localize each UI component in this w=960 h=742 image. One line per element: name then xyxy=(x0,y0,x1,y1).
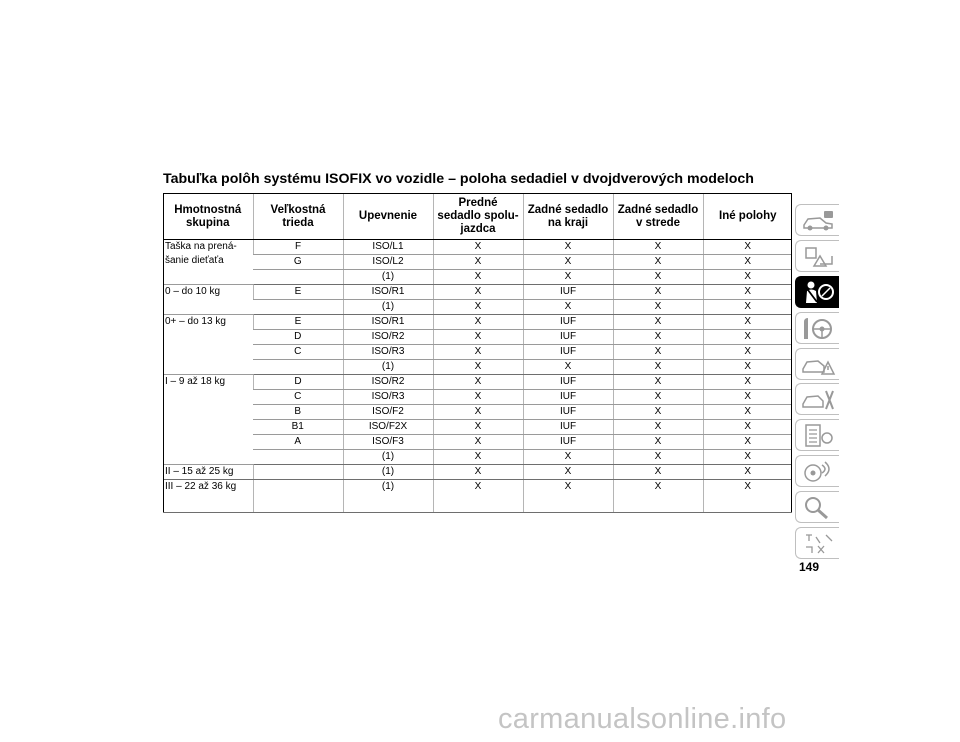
multimedia-icon xyxy=(800,459,836,484)
fixture-cell: ISO/R1 xyxy=(343,315,433,330)
chapter-sidebar xyxy=(795,204,841,563)
rear-outboard-cell: IUF xyxy=(523,420,613,435)
weight-group-cell: 0+ – do 13 kg xyxy=(163,315,253,375)
rear-center-cell: X xyxy=(613,330,703,345)
fixture-cell: (1) xyxy=(343,480,433,513)
front-passenger-cell: X xyxy=(433,315,523,330)
rear-outboard-cell: IUF xyxy=(523,435,613,450)
front-passenger-cell: X xyxy=(433,375,523,390)
size-class-cell xyxy=(253,270,343,285)
other-positions-cell: X xyxy=(703,345,792,360)
other-positions-cell: X xyxy=(703,300,792,315)
sidebar-tab-start[interactable] xyxy=(795,312,839,344)
front-passenger-cell: X xyxy=(433,330,523,345)
other-positions-cell: X xyxy=(703,330,792,345)
car-emergency-icon xyxy=(800,352,836,377)
table-row xyxy=(163,255,792,270)
size-class-cell: E xyxy=(253,315,343,330)
front-passenger-cell: X xyxy=(433,270,523,285)
header-other-positions: Iné polohy xyxy=(703,194,792,240)
table-row xyxy=(163,270,792,285)
car-service-tools-icon xyxy=(800,387,836,412)
table-row xyxy=(163,300,792,315)
other-positions-cell: X xyxy=(703,255,792,270)
rear-outboard-cell: IUF xyxy=(523,390,613,405)
rear-center-cell: X xyxy=(613,375,703,390)
specifications-list-icon xyxy=(800,423,836,448)
page-number: 149 xyxy=(799,560,820,574)
size-class-cell xyxy=(253,480,343,513)
rear-center-cell: X xyxy=(613,360,703,375)
size-class-cell: C xyxy=(253,345,343,360)
rear-center-cell: X xyxy=(613,255,703,270)
sidebar-tab-dashboard[interactable] xyxy=(795,240,839,272)
other-positions-cell: X xyxy=(703,435,792,450)
languages-icon xyxy=(800,531,836,556)
table-left-border xyxy=(163,193,164,512)
other-positions-cell: X xyxy=(703,285,792,300)
table-right-border xyxy=(791,193,792,512)
header-rear-outboard: Zadné sedadlo na kraji xyxy=(523,194,613,240)
rear-outboard-cell: X xyxy=(523,300,613,315)
header-size-class: Veľkostná trieda xyxy=(253,194,343,240)
fixture-cell: ISO/F2 xyxy=(343,405,433,420)
fixture-cell: (1) xyxy=(343,270,433,285)
size-class-cell xyxy=(253,300,343,315)
sidebar-tab-index[interactable] xyxy=(795,491,839,523)
front-passenger-cell: X xyxy=(433,405,523,420)
weight-group-cell: I – 9 až 18 kg xyxy=(163,375,253,465)
front-passenger-cell: X xyxy=(433,480,523,513)
sidebar-tab-specifications[interactable] xyxy=(795,419,839,451)
front-passenger-cell: X xyxy=(433,420,523,435)
rear-center-cell: X xyxy=(613,420,703,435)
other-positions-cell: X xyxy=(703,405,792,420)
sidebar-tab-car-info[interactable] xyxy=(795,204,839,236)
rear-center-cell: X xyxy=(613,435,703,450)
rear-outboard-cell: X xyxy=(523,480,613,513)
size-class-cell: B xyxy=(253,405,343,420)
steering-wheel-start-icon xyxy=(800,316,836,341)
other-positions-cell: X xyxy=(703,420,792,435)
front-passenger-cell: X xyxy=(433,300,523,315)
weight-group-cell: Taška na prená-šanie dieťaťa xyxy=(163,240,253,285)
rear-outboard-cell: X xyxy=(523,360,613,375)
size-class-cell: G xyxy=(253,255,343,270)
other-positions-cell: X xyxy=(703,465,792,480)
size-class-cell xyxy=(253,360,343,375)
rear-center-cell: X xyxy=(613,480,703,513)
table-row xyxy=(163,345,792,360)
fixture-cell: ISO/R3 xyxy=(343,345,433,360)
fixture-cell: ISO/F2X xyxy=(343,420,433,435)
fixture-cell: ISO/L2 xyxy=(343,255,433,270)
table-row xyxy=(163,285,792,300)
table-row xyxy=(163,330,792,345)
rear-center-cell: X xyxy=(613,270,703,285)
rear-center-cell: X xyxy=(613,300,703,315)
sidebar-tab-emergency[interactable] xyxy=(795,348,839,380)
table-row xyxy=(163,240,792,255)
table-row xyxy=(163,375,792,390)
rear-center-cell: X xyxy=(613,405,703,420)
rear-center-cell: X xyxy=(613,465,703,480)
rear-center-cell: X xyxy=(613,240,703,255)
front-passenger-cell: X xyxy=(433,450,523,465)
other-positions-cell: X xyxy=(703,450,792,465)
rear-outboard-cell: IUF xyxy=(523,405,613,420)
table-row xyxy=(163,315,792,330)
rear-outboard-cell: X xyxy=(523,270,613,285)
table-row xyxy=(163,405,792,420)
size-class-cell: E xyxy=(253,285,343,300)
fixture-cell: (1) xyxy=(343,465,433,480)
rear-center-cell: X xyxy=(613,285,703,300)
fixture-cell: ISO/F3 xyxy=(343,435,433,450)
rear-outboard-cell: IUF xyxy=(523,375,613,390)
other-positions-cell: X xyxy=(703,240,792,255)
other-positions-cell: X xyxy=(703,315,792,330)
other-positions-cell: X xyxy=(703,360,792,375)
magnifier-index-icon xyxy=(800,495,836,520)
rear-outboard-cell: X xyxy=(523,255,613,270)
fixture-cell: (1) xyxy=(343,450,433,465)
fixture-cell: ISO/R3 xyxy=(343,390,433,405)
size-class-cell: B1 xyxy=(253,420,343,435)
front-passenger-cell: X xyxy=(433,345,523,360)
rear-center-cell: X xyxy=(613,390,703,405)
size-class-cell: A xyxy=(253,435,343,450)
table-row xyxy=(163,435,792,450)
size-class-cell: D xyxy=(253,330,343,345)
front-passenger-cell: X xyxy=(433,285,523,300)
rear-center-cell: X xyxy=(613,345,703,360)
sidebar-tab-languages[interactable] xyxy=(795,527,839,559)
fixture-cell: ISO/R2 xyxy=(343,330,433,345)
rear-outboard-cell: IUF xyxy=(523,345,613,360)
size-class-cell xyxy=(253,450,343,465)
header-rear-center: Zadné sedadlo v strede xyxy=(613,194,703,240)
weight-group-cell: 0 – do 10 kg xyxy=(163,285,253,315)
rear-center-cell: X xyxy=(613,315,703,330)
rear-center-cell: X xyxy=(613,450,703,465)
rear-outboard-cell: X xyxy=(523,240,613,255)
size-class-cell xyxy=(253,465,343,480)
size-class-cell: C xyxy=(253,390,343,405)
front-passenger-cell: X xyxy=(433,390,523,405)
fixture-cell: ISO/R2 xyxy=(343,375,433,390)
isofix-table xyxy=(163,194,792,513)
rear-outboard-cell: X xyxy=(523,465,613,480)
header-fixture: Upevnenie xyxy=(343,194,433,240)
other-positions-cell: X xyxy=(703,375,792,390)
table-header-row xyxy=(163,194,792,240)
rear-outboard-cell: X xyxy=(523,450,613,465)
other-positions-cell: X xyxy=(703,480,792,513)
sidebar-tab-multimedia[interactable] xyxy=(795,455,839,487)
fixture-cell: (1) xyxy=(343,360,433,375)
car-info-icon xyxy=(800,208,836,233)
table-row xyxy=(163,420,792,435)
fixture-cell: ISO/L1 xyxy=(343,240,433,255)
other-positions-cell: X xyxy=(703,390,792,405)
fixture-cell: ISO/R1 xyxy=(343,285,433,300)
sidebar-tab-safety[interactable] xyxy=(795,276,839,308)
front-passenger-cell: X xyxy=(433,240,523,255)
rear-outboard-cell: IUF xyxy=(523,285,613,300)
seatbelt-safety-icon xyxy=(800,280,836,305)
weight-group-cell: II – 15 až 25 kg xyxy=(163,465,253,480)
weight-group-cell: III – 22 až 36 kg xyxy=(163,480,253,513)
table-row xyxy=(163,480,792,513)
rear-outboard-cell: IUF xyxy=(523,315,613,330)
front-passenger-cell: X xyxy=(433,435,523,450)
table-row xyxy=(163,450,792,465)
front-passenger-cell: X xyxy=(433,465,523,480)
table-title: Tabuľka polôh systému ISOFIX vo vozidle – poloha sedadiel v dvojdverových modeloch xyxy=(163,171,754,187)
front-passenger-cell: X xyxy=(433,255,523,270)
size-class-cell: D xyxy=(253,375,343,390)
table-body xyxy=(163,240,792,513)
rear-outboard-cell: IUF xyxy=(523,330,613,345)
other-positions-cell: X xyxy=(703,270,792,285)
fixture-cell: (1) xyxy=(343,300,433,315)
size-class-cell: F xyxy=(253,240,343,255)
table-row xyxy=(163,360,792,375)
table-row xyxy=(163,465,792,480)
dashboard-warning-icon xyxy=(800,244,836,269)
table-row xyxy=(163,390,792,405)
header-front-passenger: Predné sedadlo spolu-jazdca xyxy=(433,194,523,240)
sidebar-tab-service[interactable] xyxy=(795,383,839,415)
front-passenger-cell: X xyxy=(433,360,523,375)
header-weight-group: Hmotnostná skupina xyxy=(163,194,253,240)
watermark: carmanualsonline.info xyxy=(498,703,787,735)
